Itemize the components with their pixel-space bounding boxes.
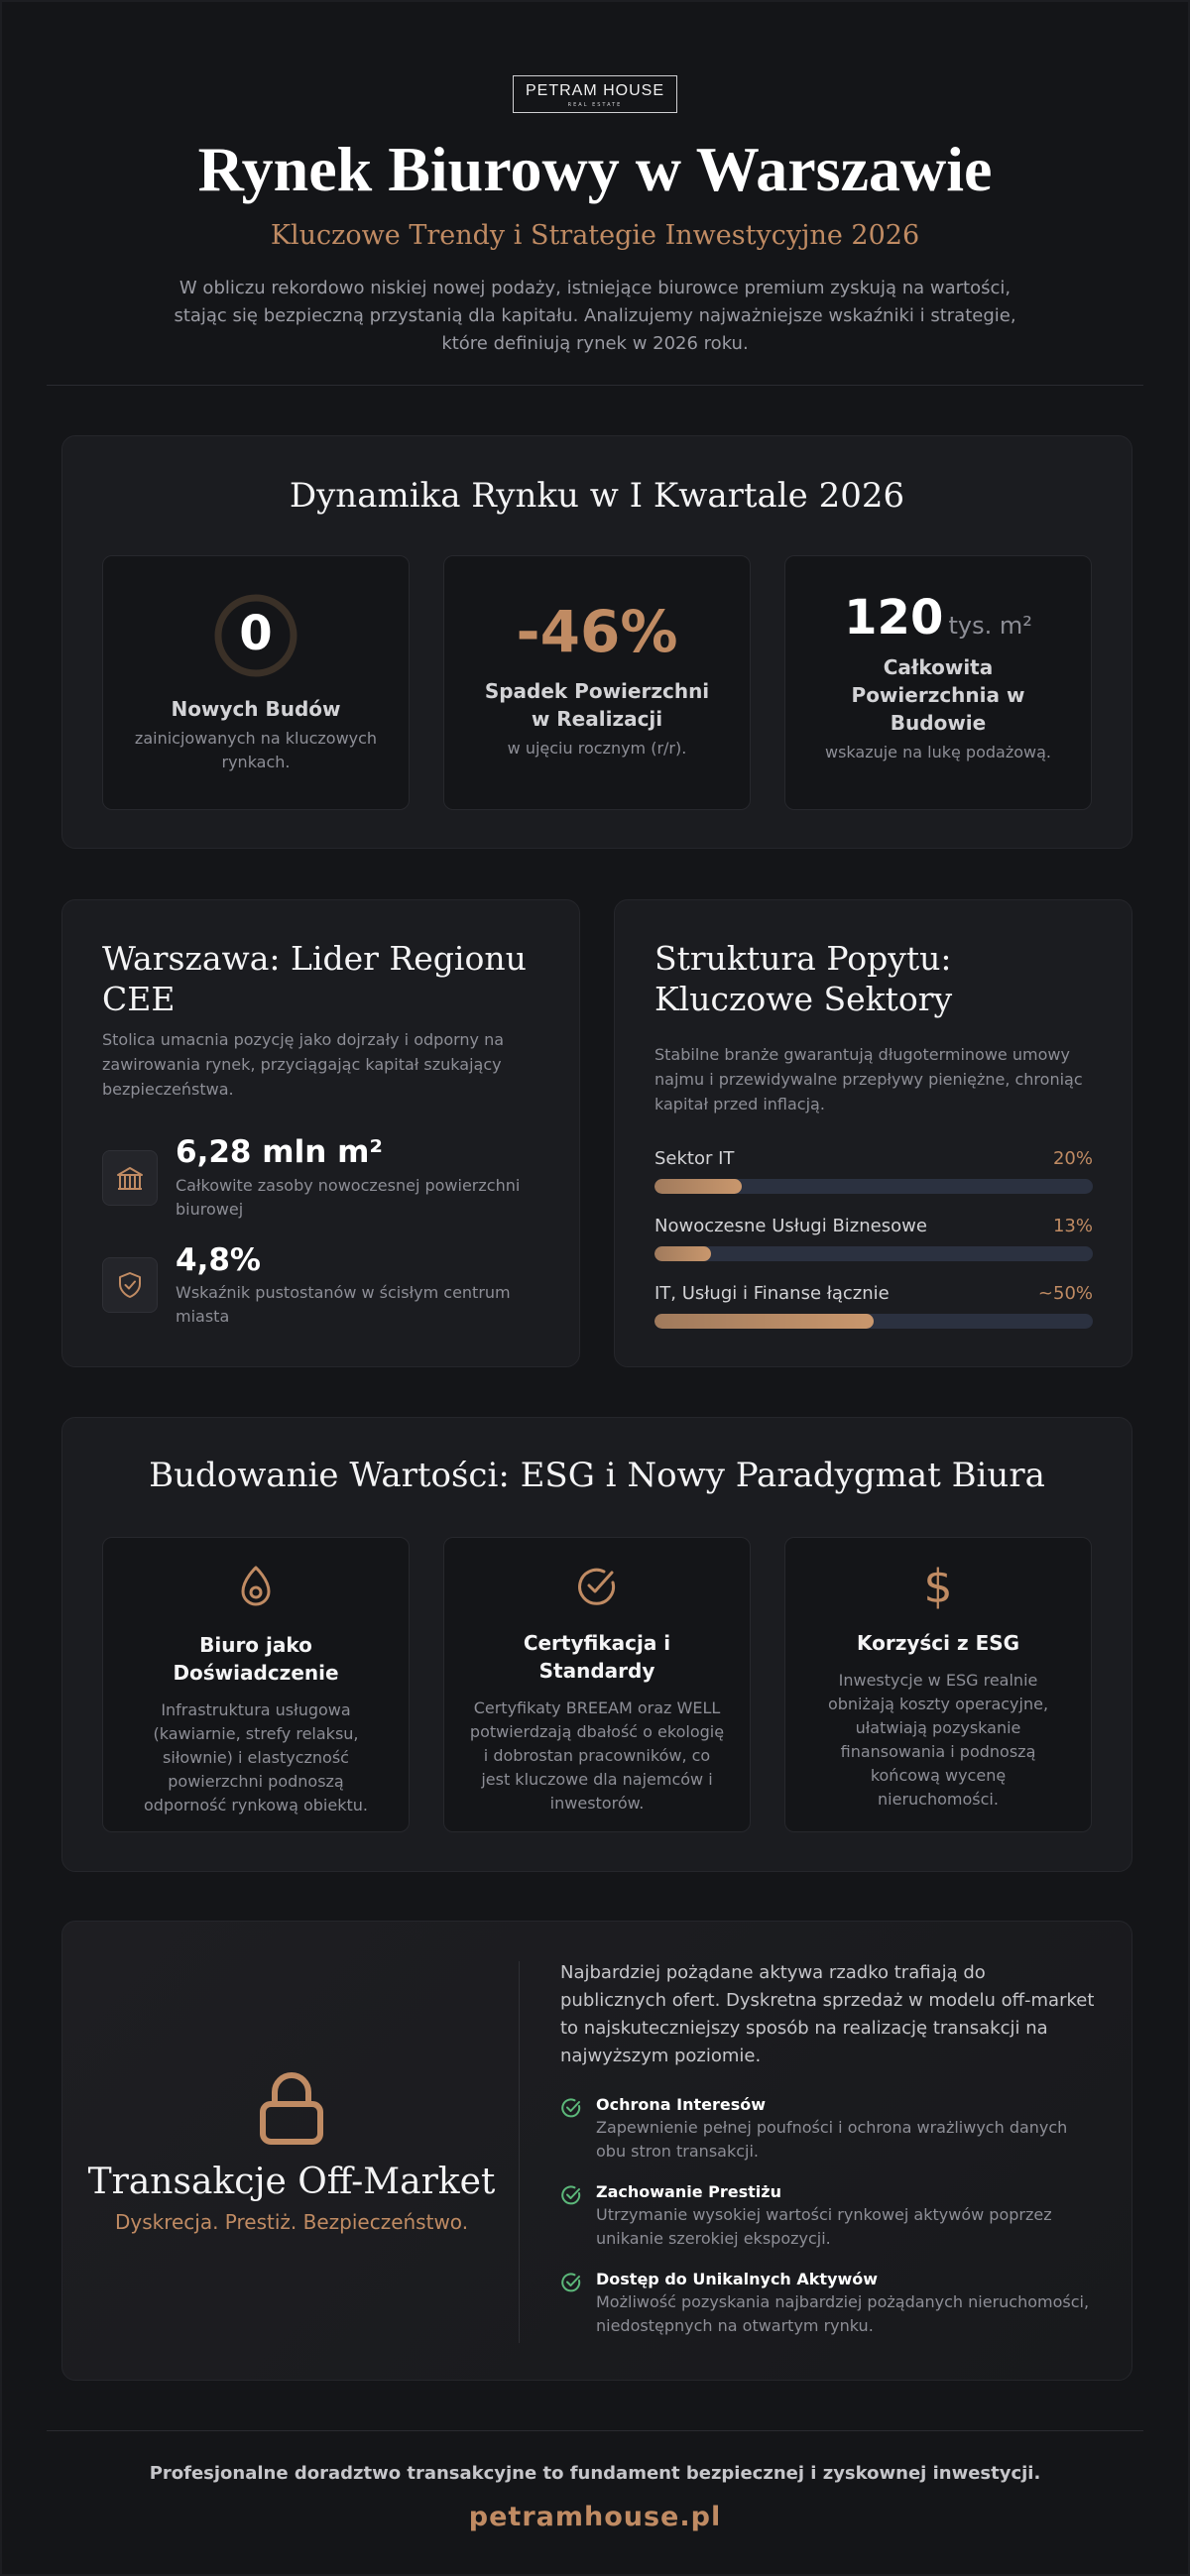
stat-desc: Całkowite zasoby nowoczesnej powierzchni biurowej [176, 1176, 521, 1219]
esg-card [61, 1417, 1132, 1872]
feature-desc: Infrastruktura usługowa (kawiarnie, strefy relaksu, siłownie) i elastyczność powierzchni podnoszą odporność rynkową obiektu. [144, 1700, 368, 1815]
benefit-title: Zachowanie Prestiżu [596, 2182, 781, 2201]
bar-track [654, 1246, 1093, 1261]
section-desc: Stabilne branże gwarantują długoterminowe umowy najmu i przewidywalne przepływy pieniężne, chroniąc kapitał przed inflacją. [654, 1045, 1083, 1113]
section-tagline: Dyskrecja. Prestiż. Bezpieczeństwo. [114, 2210, 469, 2234]
bar-label: Nowoczesne Usługi Biznesowe [654, 1216, 927, 1236]
building-icon [102, 1150, 158, 1206]
lock-icon [62, 2070, 521, 2150]
bar-fill [654, 1179, 742, 1194]
location-pin-icon [103, 1564, 409, 1613]
section-title: Struktura Popytu: Kluczowe Sektory [654, 939, 953, 1018]
stat-label: Spadek Powierzchni w Realizacji [484, 679, 710, 731]
bar-label: Sektor IT [654, 1148, 735, 1169]
section-title: Dynamika Rynku w I Kwartale 2026 [289, 476, 905, 516]
bar-label: IT, Usługi i Finanse łącznie [654, 1283, 890, 1304]
footer-link[interactable]: petramhouse.pl [468, 2502, 722, 2532]
section-title: Warszawa: Lider Regionu CEE [102, 939, 527, 1018]
stat-desc: zainicjowanych na kluczowych rynkach. [134, 729, 378, 771]
benefit-item [560, 2270, 1096, 2357]
stat-value-row [785, 590, 1091, 645]
bar-track [654, 1179, 1093, 1194]
bar-value: 20% [1052, 1148, 1093, 1169]
page-subtitle: Kluczowe Trendy i Strategie Inwestycyjne 2026 [270, 220, 920, 251]
benefit-item [560, 2182, 1096, 2270]
benefit-title: Ochrona Interesów [596, 2095, 766, 2114]
stat-value: 4,8% [176, 1242, 261, 1278]
check-icon [560, 2184, 582, 2206]
benefit-title: Dostęp do Unikalnych Aktywów [596, 2270, 879, 2288]
shield-icon [102, 1257, 158, 1313]
off-market-card [61, 1921, 1132, 2381]
off-market-desc: Najbardziej pożądane aktywa rzadko trafiają do publicznych ofert. Dyskretna sprzedaż w modelu off-market to najskuteczniejszy sposób na realizację transakcji na najwyższym poziomie. [560, 1962, 1095, 2066]
section-title: Budowanie Wartości: ESG i Nowy Paradygmat Biura [149, 1456, 1045, 1495]
warsaw-leader-card [61, 899, 580, 1367]
benefit-desc: Możliwość pozyskania najbardziej pożądanych nieruchomości, niedostępnych na otwartym rynku. [596, 2292, 1090, 2335]
divider [47, 2430, 1143, 2431]
feature-desc: Inwestycje w ESG realnie obniżają koszty operacyjne, ułatwiają pozyskanie finansowania i podnoszą końcową wycenę nieruchomości. [827, 1671, 1049, 1809]
divider [47, 385, 1143, 386]
stat-card-new-builds [102, 555, 410, 810]
bar-row [654, 1216, 1093, 1283]
header [2, 2, 1188, 358]
benefit-item [560, 2095, 1096, 2182]
benefit-desc: Zapewnienie pełnej poufności i ochrona wrażliwych danych obu stron transakcji. [596, 2118, 1068, 2161]
page-title: Rynek Biurowy w Warszawie [197, 134, 993, 204]
logo-subtext: REAL ESTATE [567, 102, 623, 108]
benefit-list [560, 2095, 1096, 2357]
logo-text: PETRAM HOUSE [525, 82, 664, 99]
market-dynamics-card [61, 435, 1132, 849]
intro-text: W obliczu rekordowo niskiej nowej podaży, istniejące biurowce premium zyskują na wartości, stając się bezpieczną przystanią dla kapitału. Analizujemy najważniejsze wskaźniki i strategie, które definiują rynek w 2026 roku. [174, 278, 1016, 354]
ring-icon [212, 592, 299, 679]
stat-label: Nowych Budów [171, 697, 341, 721]
bar-fill [654, 1314, 874, 1329]
stat-desc: w ujęciu rocznym (r/r). [507, 739, 687, 758]
feature-title: Certyfikacja i Standardy [523, 1631, 671, 1683]
footer-text: Profesjonalne doradztwo transakcyjne to fundament bezpiecznej i zyskownej inwestycji. [149, 2463, 1041, 2484]
esg-feature-card [102, 1537, 410, 1832]
esg-feature-card [784, 1537, 1092, 1832]
stat-label: Całkowita Powierzchnia w Budowie [851, 655, 1025, 735]
stat-value: 120 [844, 590, 944, 645]
bar-row [654, 1283, 1093, 1350]
bar-value: ~50% [1037, 1283, 1093, 1304]
section-title: Transakcje Off-Market [87, 2162, 496, 2202]
sector-bars [654, 1148, 1093, 1350]
stat-desc: Wskaźnik pustostanów w ścisłym centrum miasta [176, 1283, 511, 1326]
bar-value: 13% [1052, 1216, 1093, 1236]
check-circle-icon [444, 1564, 750, 1613]
feature-title: Korzyści z ESG [856, 1631, 1020, 1655]
vertical-divider [519, 1961, 520, 2343]
stat-card-total-construction [784, 555, 1092, 810]
stat-desc: wskazuje na lukę podażową. [824, 743, 1051, 761]
stat-unit: tys. m² [948, 612, 1032, 640]
check-icon [560, 2097, 582, 2119]
stat-value: 0 [239, 606, 273, 661]
stat-value: 6,28 mln m² [176, 1134, 383, 1170]
stat-card-construction-drop [443, 555, 751, 810]
dollar-icon: $ [923, 1560, 953, 1613]
bar-track [654, 1314, 1093, 1329]
feature-desc: Certyfikaty BREEAM oraz WELL potwierdzają dbałość o ekologię i dobrostan pracowników, co jest kluczowe dla najemców i inwestorów. [469, 1698, 725, 1813]
demand-structure-card [614, 899, 1132, 1367]
esg-feature-card [443, 1537, 751, 1832]
bar-fill [654, 1246, 711, 1261]
bar-row [654, 1148, 1093, 1216]
benefit-desc: Utrzymanie wysokiej wartości rynkowej aktywów poprzez unikanie szerokiej ekspozycji. [596, 2205, 1052, 2248]
logo[interactable] [513, 75, 677, 113]
section-desc: Stolica umacnia pozycję jako dojrzały i odporny na zawirowania rynek, przyciągając kapitał szukający bezpieczeństwa. [102, 1030, 505, 1099]
feature-title: Biuro jako Doświadczenie [173, 1633, 339, 1685]
stat-value: -46% [516, 598, 678, 665]
check-icon [560, 2272, 582, 2293]
off-market-intro [62, 2070, 521, 2234]
